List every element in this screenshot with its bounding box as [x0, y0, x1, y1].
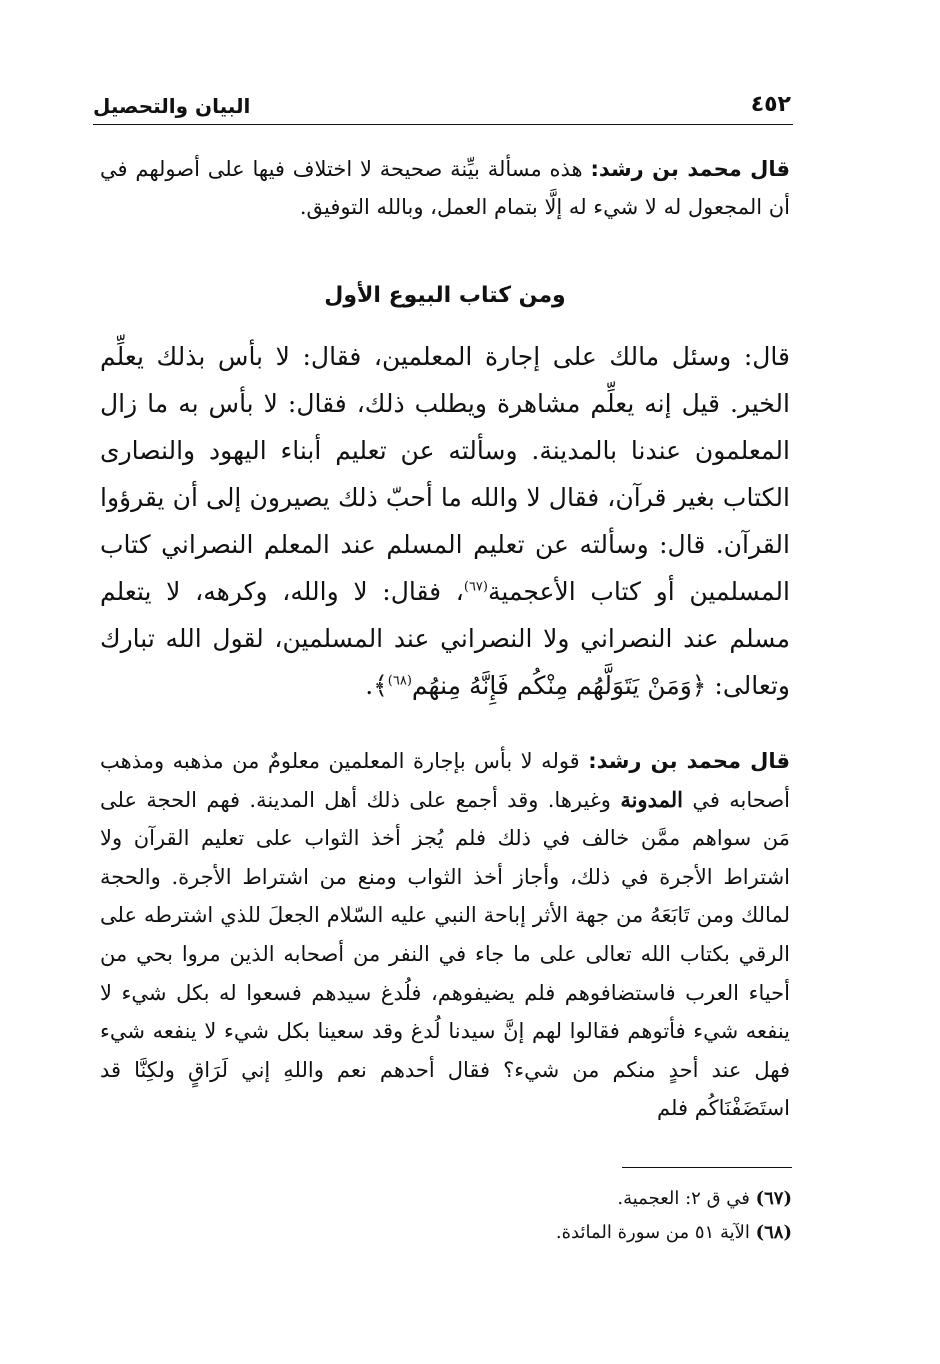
paragraph-commentary-2: [100, 742, 790, 1128]
footnote-number: (٦٨): [755, 1222, 792, 1243]
footnote-67: [556, 1182, 792, 1216]
paragraph-text: هذه مسألة بيِّنة صحيحة لا اختلاف فيها على أصولهم في أن المجعول له لا شيء له إلَّا بتمام العمل، وبالله التوفيق.: [100, 157, 790, 219]
footnote-ref-67: (٦٧): [463, 579, 488, 595]
footnote-text: الآية ٥١ من سورة المائدة.: [555, 1222, 756, 1243]
book-title: البيان والتحصيل: [93, 94, 251, 118]
paragraph-commentary-1: [100, 150, 790, 226]
paragraph-text: ، فقال: لا والله، وكرهه، لا يتعلم مسلم عند النصراني ولا النصراني عند المسلمين، لقول الله تبارك وتعالى: ﴿وَمَنْ يَتَوَلَّهُم مِنْكُم فَإِنَّهُ مِنهُم: [100, 577, 790, 700]
paragraph-text: قال: وسئل مالك على إجارة المعلمين، فقال: لا بأس بذلك يعلِّم الخير. قيل إنه يعلِّم مشاهرة ويطلب ذلك، فقال: لا بأس به ما زال المعلمون عندنا بالمدينة. وسألته عن تعليم أبناء اليهود والنصارى الكتاب بغير قرآن، فقال لا والله ما أحبّ ذلك يصيرون إلى أن يقرؤوا القرآن. قال: وسألته عن تعليم المسلم عند المعلم النصراني كتاب المسلمين أو كتاب الأعجمية: [100, 342, 790, 606]
quran-bracket-close: ﴾.: [365, 671, 388, 700]
section-heading: ومن كتاب البيوع الأول: [324, 283, 566, 308]
paragraph-text: قوله لا بأس بإجارة المعلمين معلومٌ من مذهبه ومذهب أصحابه في: [100, 749, 790, 812]
footnotes: [556, 1182, 792, 1250]
footnote-separator: [622, 1167, 792, 1168]
footnote-text: في ق ٢: العجمية.: [617, 1188, 756, 1209]
footnote-68: [556, 1216, 792, 1250]
footnote-ref-68: (٦٨): [387, 673, 412, 689]
commentary-lead: قال محمد بن رشد:: [588, 749, 790, 773]
page-number: ٤٥٢: [750, 92, 791, 117]
emphasized-word: المدونة: [620, 786, 683, 812]
commentary-lead: قال محمد بن رشد:: [590, 157, 790, 181]
running-header: [93, 88, 793, 125]
paragraph-narration: [100, 333, 790, 709]
paragraph-text: وغيرها. وقد أجمع على ذلك أهل المدينة. فهم الحجة على مَن سواهم ممَّن خالف في ذلك فلم يُجز أخذ الثواب على تعليم القرآن ولا اشتراط الأجرة في ذلك، وأجاز أخذ الثواب ومنع من اشتراط الأجرة. والحجة لمالك ومن تَابَعَهُ من جهة الأثر إباحة النبي عليه السّلام الجعلَ للذي اشترطه على الرقي بكتاب الله تعالى على ما جاء في النفر من أصحابه الذين مروا بحي من أحياء العرب فاستضافوهم فلم يضيفوهم، فلُدغ سيدهم فسعوا له بكل شيء لا ينفعه شيء فأتوهم فقالوا لهم إنَّ سيدنا لُدغ وقد سعينا بكل شيء لا ينفعه شيء فهل عند أحدٍ منكم من شيء؟ فقال أحدهم نعم واللهِ إني لَرَاقٍ ولكِنَّا قد استَضَفْنَاكُم فلم: [100, 787, 791, 1121]
footnote-number: (٦٧): [755, 1188, 792, 1209]
